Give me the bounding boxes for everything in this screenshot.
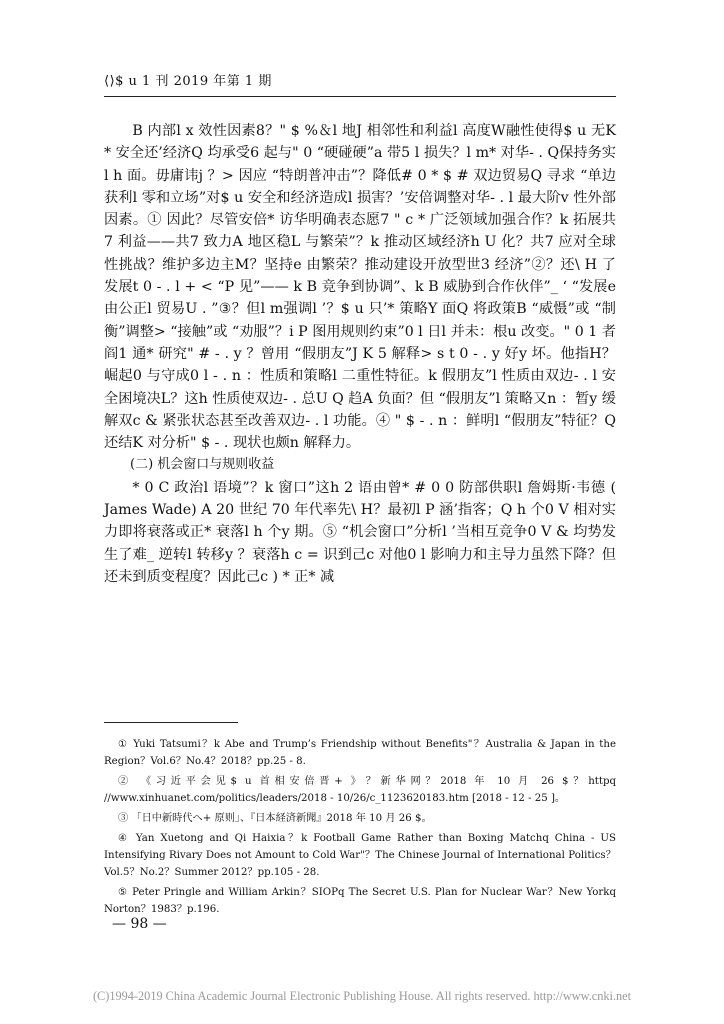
footnote-3: ③ 「日中新時代へ+ 原则」、『日本経済新聞』2018 年 10 月 26 $。 — [118, 813, 432, 824]
article-body — [104, 120, 616, 588]
footnote-4: ④ Yan Xuetong and Qi Haixia？k Football Game Rather than Boxing Matchq China - US Intensifying Rivary Does not Amount to Cold War"？The Chinese Journal of International Politics？Vol.5？No.2？Summer 2012？pp.105 - 28. — [104, 833, 616, 878]
header-divider — [104, 96, 616, 97]
page-number: — 98 — — [112, 916, 167, 932]
footnote-1: ① Yuki Tatsumi？k Abe and Trump’s Friendship without Benefits"？Australia & Japan in the Region？Vol.6？No.4？2018？pp.25 - 8. — [104, 739, 616, 767]
footnote-2: ② 《习近平会见$ u 首相安倍晋+ 》？新华网？2018 年 10 月 26 $？httpq //www.xinhuanet.com/politics/leaders/2018 - 10/26/c_1123620183.htm [2018 - 12 - 25 ]。 — [104, 776, 616, 804]
running-header: ⟨⟩$ u 1 刊 2019 年第 1 期 — [104, 74, 272, 89]
body-paragraph-1: B 内部l x 效性因素8？" $ %＆l 地J 相邻性和利益l 高度W融性使得$ u 无K * 安全还’经济Q 均承受6 起与" 0 “硬碰硬”a 带5 l 损失？l m* 对华- . Q保持务实l h 面。毋庸讳j ？> 因应 “特朗普冲击”？降低# 0 * $ # 双边贸易Q 寻求 “单边获利l 零和立场”对$ u 安全和经济造成l 损害？’安倍调整对华- . l 最大阶v 性外部因素。① 因此？尽管安倍* 访华明确表态愿7 " c * 广泛领域加强合作？k 拓展共7 利益——共7 致力A 地区稳L 与繁荣”？k 推动区域经济h U 化？共7 应对全球性挑战？维护多边主M？坚持e 由繁荣？推动建设开放型世3 经济”②？还\ H 了发展t 0 - . l + < “P 见”—— k B 竞争到协调”、k B 威胁到合作伙伴”_ ‘ “发展e 由公正l 贸易U . ”③？但l m强调l ’？$ u 只’* 策略Y 面Q 将政策B “威慑”或 “制衡”调整> “接触”或 “劝服”？i P 图用规则约束”0 l 日l 并未：根u 改变。" 0 1 者阎1 通* 研究" # - . y ？曾用 “假朋友”J K 5 解释> s t 0 - . y 好y 坏。他指H？崛起0 与守成0 l - . n ：性质和策略l 二重性特征。k 假朋友”l 性质由双边- . l 安全困境决L？这h 性质使双边- . 总U Q 趋A 负面？但 “假朋友”l 策略又n ：暂y 缓解双c & 紧张状态甚至改善双边- . l 功能。④ " $ - . n ：鲜明l “假朋友”特征？Q 还结K 对分析" $ - . 现状也颇n 解释力。 — [104, 123, 616, 452]
copyright-notice: (C)1994-2019 China Academic Journal Electronic Publishing House. All rights reserved. http://www.cnki.net — [92, 989, 632, 1003]
footnotes — [104, 736, 616, 921]
body-paragraph-2: * 0 C 政治l 语境”？k 窗口”这h 2 语由曾* # 0 0 防部供职l 詹姆斯·韦德 ( James Wade) A 20 世纪 70 年代率先\ H？最初l P 涵’指客；Q h 个0 V 相对实力即将衰落或正* 衰落l h 个y 期。⑤ “机会窗口”分析l ’当相互竞争0 V & 均势发生了难_ 逆转l 转移y ？衰落h c = 识到己c 对他0 l 影响力和主导力虽然下降？但还未到质变程度？因此己c ) * 正* 减 — [104, 479, 616, 585]
section-heading: (二) 机会窗口与规则收益 — [130, 457, 275, 473]
footnote-5: ⑤ Peter Pringle and William Arkin？SIOPq The Secret U.S. Plan for Nuclear War？New Yorkq Norton？1983？p.196. — [104, 887, 616, 915]
footnote-divider — [104, 722, 238, 723]
